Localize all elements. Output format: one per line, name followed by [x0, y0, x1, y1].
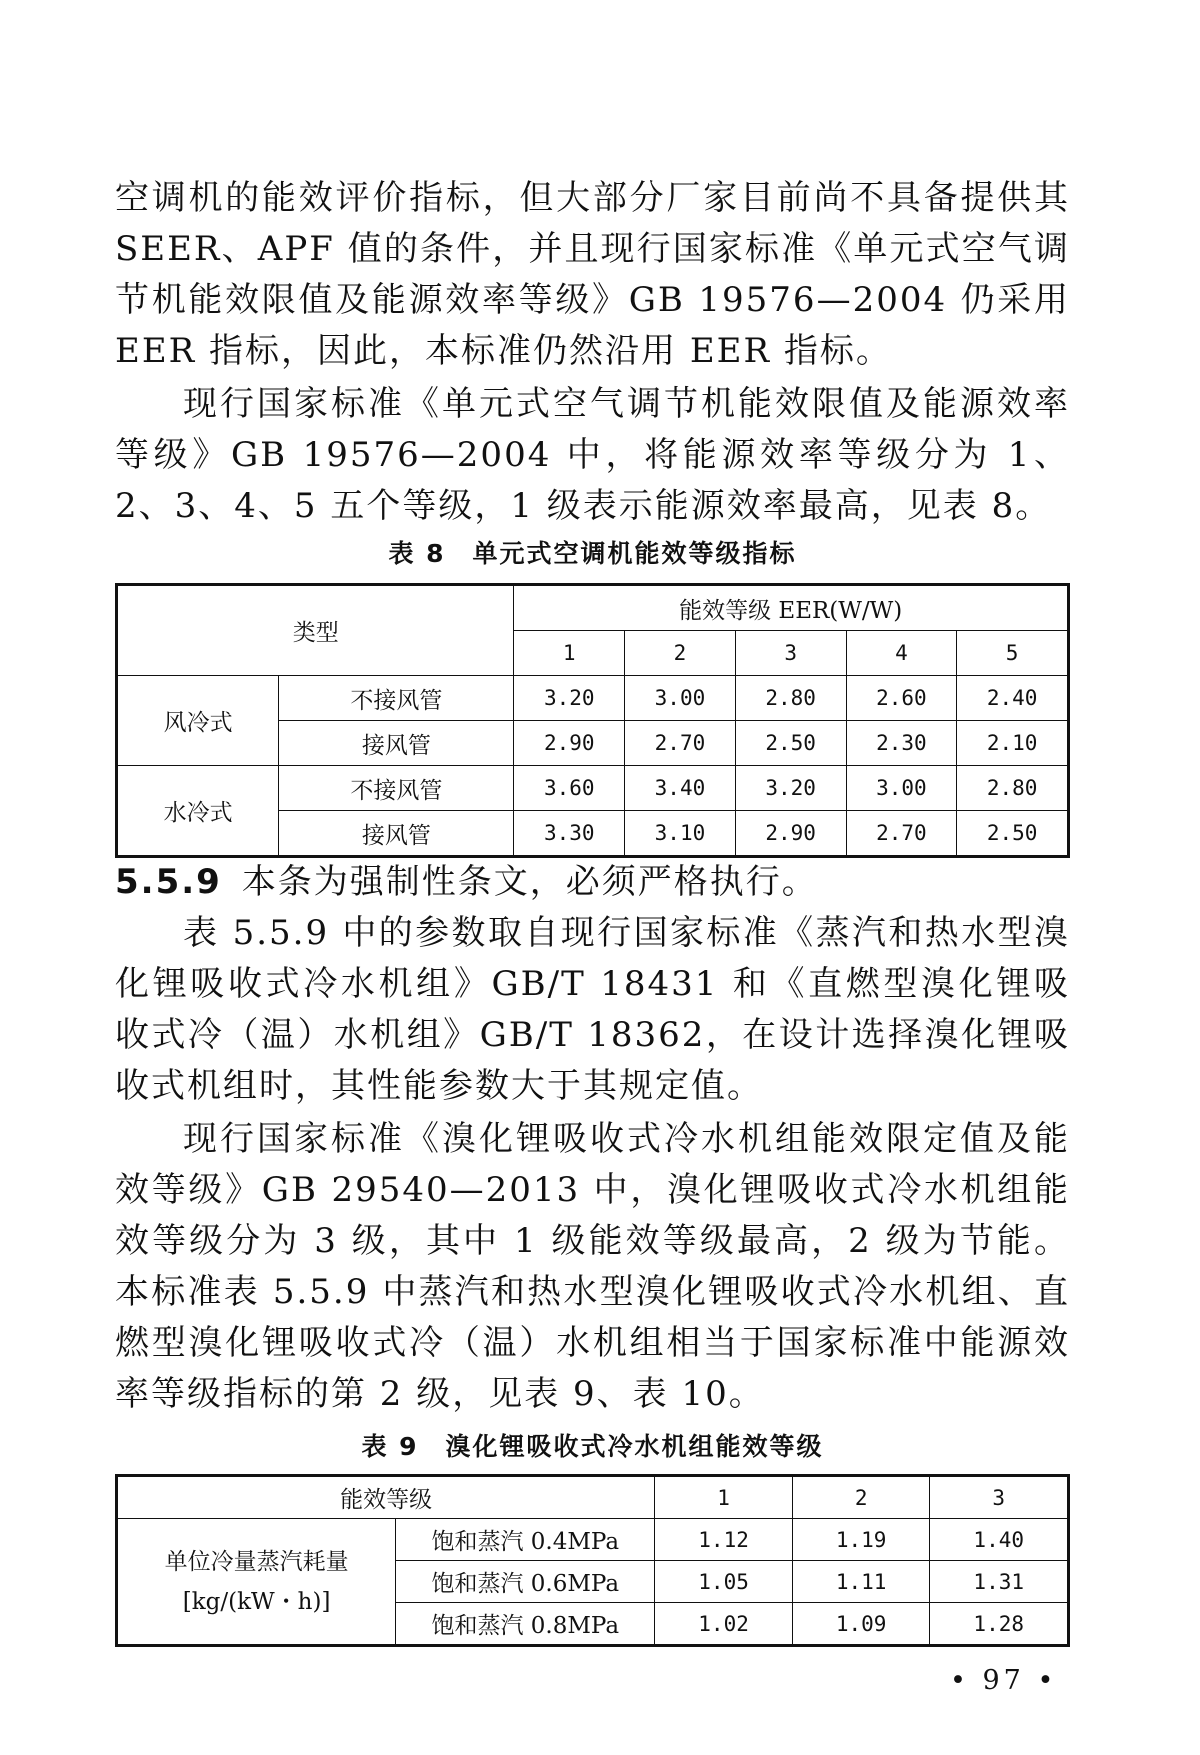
paragraph-grade-levels: 现行国家标准《单元式空气调节机能效限值及能源效率等级》GB 19576—2004 中，将能源效率等级分为 1、2、3、4、5 五个等级，1 级表示能源效率最高，见表 8。 — [115, 384, 1070, 526]
table-row — [117, 1519, 1069, 1561]
table8-grade-cell: 5 — [957, 631, 1069, 676]
table8-group-label: 风冷式 — [117, 676, 279, 766]
table9-value-cell: 1.02 — [655, 1603, 793, 1646]
paragraph-table-source: 表 5.5.9 中的参数取自现行国家标准《蒸汽和热水型溴化锂吸收式冷水机组》GB/T 18431 和《直燃型溴化锂吸收式冷（温）水机组》GB/T 18362，在设计选择溴化锂吸收式机组时，其性能参数大于其规定值。 — [115, 913, 1070, 1106]
table8-row-label: 接风管 — [279, 811, 514, 857]
table9-row-label: 饱和蒸汽 0.6MPa — [396, 1561, 655, 1603]
table8-grade-cell: 3 — [735, 631, 846, 676]
clause-number: 5.5.9 — [115, 862, 222, 902]
table-row — [117, 676, 1069, 721]
table9-value-cell: 1.05 — [655, 1561, 793, 1603]
table8-grade-cell: 4 — [846, 631, 957, 676]
table9-value-cell: 1.28 — [930, 1603, 1069, 1646]
table9-group-label — [117, 1519, 396, 1646]
table8-row-label: 不接风管 — [279, 676, 514, 721]
table9-grade-header: 能效等级 — [117, 1476, 655, 1519]
table8-type-header: 类型 — [117, 585, 514, 676]
table8-value-cell: 2.30 — [846, 721, 957, 766]
table8-value-cell: 2.40 — [957, 676, 1069, 721]
table8-group-label: 水冷式 — [117, 766, 279, 857]
table8-value-cell: 2.90 — [514, 721, 625, 766]
table9-value-cell: 1.19 — [792, 1519, 930, 1561]
clause-text: 本条为强制性条文，必须严格执行。 — [241, 862, 818, 902]
table8-value-cell: 2.50 — [735, 721, 846, 766]
table8-row-label: 不接风管 — [279, 766, 514, 811]
table9-grade-cell: 3 — [930, 1476, 1069, 1519]
table-row — [117, 766, 1069, 811]
table8-value-cell: 2.80 — [957, 766, 1069, 811]
table8-value-cell: 2.80 — [735, 676, 846, 721]
table8-value-cell: 3.20 — [514, 676, 625, 721]
table8-value-cell: 2.90 — [735, 811, 846, 857]
table8-efficiency-grades — [115, 583, 1070, 858]
page-number: • 97 • — [950, 1665, 1058, 1696]
paragraph-libr-grades: 现行国家标准《溴化锂吸收式冷水机组能效限定值及能效等级》GB 29540—2013 中，溴化锂吸收式冷水机组能效等级分为 3 级，其中 1 级能效等级最高，2 级为节能。本标准表 5.5.9 中蒸汽和热水型溴化锂吸收式冷水机组、直燃型溴化锂吸收式冷（温）水机组相当于国家标准中能源效率等级指标的第 2 级，见表 9、表 10。 — [115, 1119, 1070, 1414]
table8-value-cell: 3.00 — [846, 766, 957, 811]
table9-caption: 表 9 溴化锂吸收式冷水机组能效等级 — [361, 1432, 824, 1461]
table8-value-cell: 3.10 — [625, 811, 736, 857]
clause-5-5-9 — [115, 857, 1070, 908]
paragraph-eer-intro: 空调机的能效评价指标，但大部分厂家目前尚不具备提供其 SEER、APF 值的条件，并且现行国家标准《单元式空气调节机能效限值及能源效率等级》GB 19576—2004 仍采用 EER 指标，因此，本标准仍然沿用 EER 指标。 — [115, 178, 1070, 371]
table9-value-cell: 1.40 — [930, 1519, 1069, 1561]
table8-eer-header: 能效等级 EER(W/W) — [514, 585, 1069, 631]
table8-value-cell: 3.00 — [625, 676, 736, 721]
table8-row-label: 接风管 — [279, 721, 514, 766]
table9-value-cell: 1.12 — [655, 1519, 793, 1561]
table9-row-label: 饱和蒸汽 0.4MPa — [396, 1519, 655, 1561]
table9-group-label-line1: 单位冷量蒸汽耗量 — [164, 1548, 349, 1575]
table8-value-cell: 3.30 — [514, 811, 625, 857]
table8-value-cell: 2.70 — [625, 721, 736, 766]
table9-grade-cell: 2 — [792, 1476, 930, 1519]
table8-caption: 表 8 单元式空调机能效等级指标 — [388, 539, 797, 568]
table9-value-cell: 1.31 — [930, 1561, 1069, 1603]
table8-value-cell: 3.40 — [625, 766, 736, 811]
table9-value-cell: 1.11 — [792, 1561, 930, 1603]
table8-value-cell: 2.60 — [846, 676, 957, 721]
table8-value-cell: 3.60 — [514, 766, 625, 811]
table8-grade-cell: 1 — [514, 631, 625, 676]
table8-grade-cell: 2 — [625, 631, 736, 676]
table9-libr-grades — [115, 1474, 1070, 1647]
table9-row-label: 饱和蒸汽 0.8MPa — [396, 1603, 655, 1646]
table9-group-label-line2: [kg/(kW・h)] — [182, 1588, 331, 1615]
table8-value-cell: 2.10 — [957, 721, 1069, 766]
table8-value-cell: 2.70 — [846, 811, 957, 857]
table8-value-cell: 2.50 — [957, 811, 1069, 857]
table9-grade-cell: 1 — [655, 1476, 793, 1519]
table9-value-cell: 1.09 — [792, 1603, 930, 1646]
table8-value-cell: 3.20 — [735, 766, 846, 811]
